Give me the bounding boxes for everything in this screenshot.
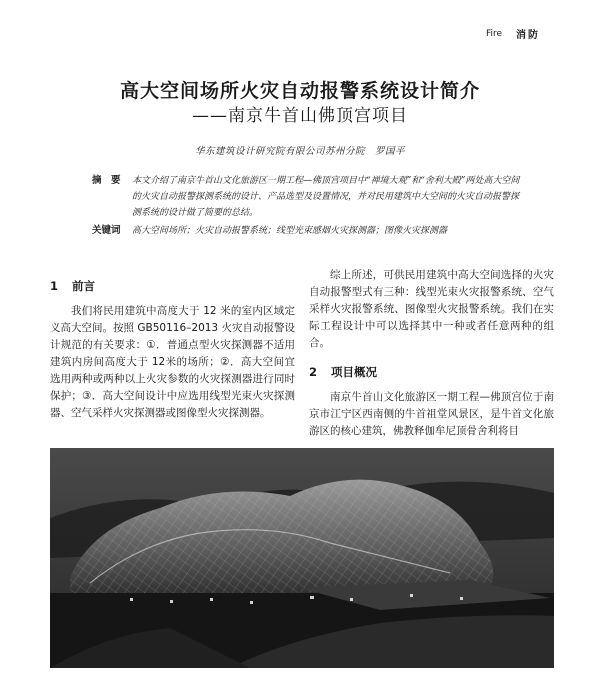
building-illustration [50, 448, 554, 668]
section1-paragraph: 我们将民用建筑中高度大于 12 米的室内区域定义高大空间。按照 GB50116–2013 火灾自动报警设计规范的有关要求：①．普通点型火灾探测器不适用建筑内房间高度大于 12米的场所；②．高大空间宜选用两种或两种以上火灾参数的火灾探测器进行同时保护；③．高大空间设计中应选用线型光束火灾探测器、空气采样火灾探测器或图像型火灾探测器。 [50, 305, 295, 419]
abstract-block [92, 173, 522, 239]
author-line: 华东建筑设计研究院有限公司苏州分院 罗国平 [194, 146, 405, 157]
abstract-row [92, 173, 522, 221]
header-section: 消防 [516, 30, 540, 41]
section1-title: 前言 [72, 279, 95, 293]
right-column [309, 267, 554, 440]
left-column [50, 278, 295, 422]
header-tag: Fire [485, 28, 502, 39]
section1-heading [50, 278, 295, 295]
section1-number: 1 [50, 279, 59, 293]
section2-paragraph: 南京牛首山文化旅游区一期工程—佛顶宫位于南京市江宁区西南侧的牛首祖堂风景区，是牛首文化旅游区的核心建筑，佛教释伽牟尼顶骨舍利将目 [309, 391, 554, 437]
keywords-row [92, 223, 522, 239]
section2-heading [309, 364, 554, 381]
keywords-text: 高大空间场所；火灾自动报警系统；线型光束感烟火灾探测器；图像火灾探测器 [132, 226, 448, 236]
summary-paragraph: 综上所述，可供民用建筑中高大空间选择的火灾自动报警型式有三种：线型光束火灾报警系统、空气采样火灾报警系统、图像型火灾报警系统。我们在实际工程设计中可以选择其中一种或者任意两种的组合。 [309, 269, 554, 349]
running-header [486, 26, 540, 41]
section2-number: 2 [309, 365, 318, 379]
abstract-text: 本文介绍了南京牛首山文化旅游区一期工程—佛顶宫项目中“禅境大观”和“舍利大殿”两处高大空间的火灾自动报警探测系统的设计、产品选型及设置情况，并对民用建筑中大空间的火灾自动报警探测系统的设计做了简要的总结。 [132, 176, 520, 218]
building-photo [50, 448, 554, 668]
keywords-label: 关键词 [92, 225, 121, 236]
article-title: 高大空间场所火灾自动报警系统设计简介 [119, 80, 480, 102]
abstract-label: 摘 要 [92, 175, 121, 186]
section2-title: 项目概况 [331, 365, 377, 379]
article-subtitle: ——南京牛首山佛顶宫项目 [192, 106, 408, 126]
